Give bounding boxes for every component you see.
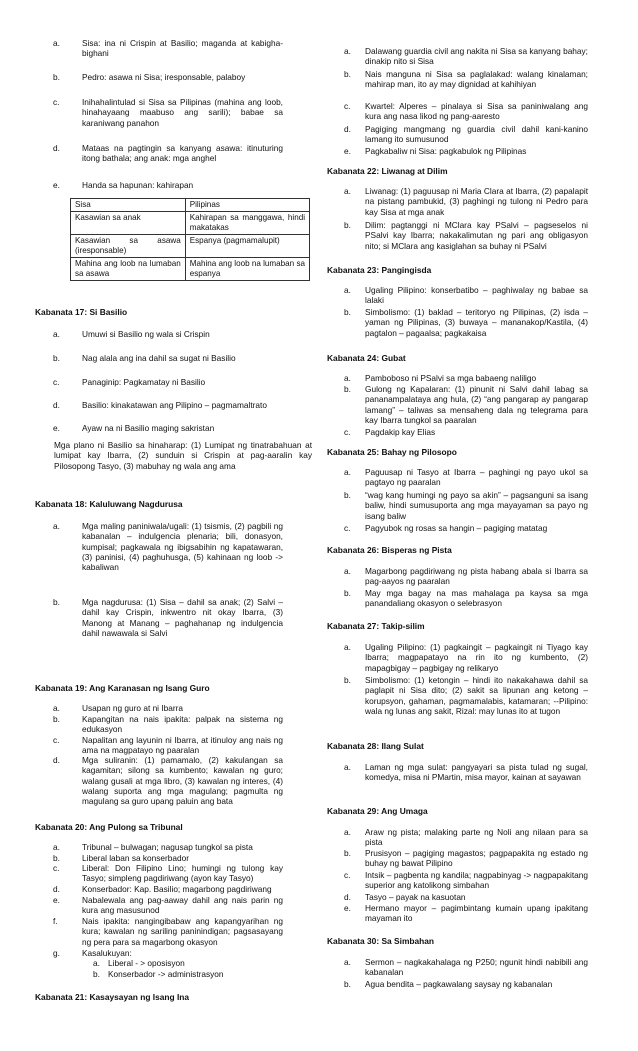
table-cell: Kasawian sa asawa (iresponsable): [71, 235, 186, 258]
item-label: c.: [53, 377, 60, 387]
item-text: Agua bendita – pagkawalang saysay ng kabanalan: [365, 979, 553, 989]
list-item: [344, 870, 588, 891]
table-cell: Espanya (pagmamalupit): [185, 235, 309, 258]
table-row: [71, 235, 310, 258]
list-item: [344, 588, 588, 609]
item-label: a.: [344, 285, 351, 295]
item-label: f.: [53, 916, 58, 926]
item-label: c.: [344, 101, 351, 111]
item-text: Ugaling Pilipino: (1) pagkaingit – pagkaingit ni Tiyago kay Ibarra; magpapatayo na rin ito ng kumbento, (2) mapagbigay – pagbigay ng relikaryo: [365, 642, 588, 673]
list-item: [53, 423, 283, 433]
kabanata-22-title: Kabanata 22: Liwanag at Dilim: [327, 166, 448, 176]
list-item: [344, 979, 588, 989]
item-text: Umuwi si Basilio ng wala si Crispin: [82, 329, 210, 339]
item-label: d.: [53, 884, 60, 894]
table-cell: Mahina ang loob na lumaban sa espanya: [185, 258, 309, 281]
item-text: Kwartel: Alperes – pinalaya si Sisa sa paniniwalang ang kura ang nasa likod ng pang-aaresto: [365, 101, 588, 122]
list-item: [344, 307, 588, 338]
item-label: b.: [344, 220, 351, 230]
item-text: Mga suliranin: (1) pamamalo, (2) kakulangan sa kagamitan; silong sa kumbento; kawalan ng guro; walang gusali at mga libro, (3) kawalan ng interes, (4) walang suporta ang mga magulang; pagmulta ng magulang sa guro upang paluin ang bata: [82, 755, 283, 807]
item-text: Liberal laban sa konserbador: [82, 853, 190, 863]
list-item: [53, 97, 283, 128]
item-text: Tribunal – bulwagan; nagusap tungkol sa pista: [82, 842, 253, 852]
item-text: Simbolismo: (1) baklad – teritoryo ng Pilipinas, (2) isda – yaman ng Pilipinas, (3) buwaya – mananakop/Kastila, (4) pagtalon – pagaalsa; pagkakaisa: [365, 307, 588, 338]
item-text: Pagdakip kay Elias: [365, 427, 436, 437]
list-item: [53, 895, 283, 916]
item-text: Napalitan ang layunin ni Ibarra, at itinuloy ang nais ng ama na magpatayo ng paaralan: [82, 735, 283, 756]
item-text: Dalawang guardia civil ang nakita ni Sisa sa kanyang bahay; dinakip nito si Sisa: [365, 46, 588, 67]
list-item: [344, 186, 588, 217]
comparison-table: [70, 198, 310, 281]
list-item: [344, 220, 588, 251]
kabanata-19-title: Kabanata 19: Ang Karanasan ng Isang Guro: [35, 683, 210, 693]
item-label: b.: [344, 848, 351, 858]
item-text: Sermon – nagkakahalaga ng P250; ngunit hindi nabibili ang kabanalan: [365, 957, 588, 978]
list-item: [53, 842, 283, 852]
item-label: c.: [344, 523, 351, 533]
item-label: b.: [53, 597, 60, 607]
item-text: May mga bagay na mas mahalaga pa kaysa sa mga panandaliang okasyon o selebrasyon: [365, 588, 588, 609]
list-item: [53, 521, 283, 572]
list-item: [53, 863, 283, 884]
item-text: Nag alala ang ina dahil sa sugat ni Basilio: [82, 353, 236, 363]
kabanata-21-title: Kabanata 21: Kasaysayan ng Isang Ina: [35, 992, 190, 1002]
item-label: b.: [53, 714, 60, 724]
list-item: [344, 848, 588, 869]
item-text: Kasalukuyan:: [82, 948, 132, 958]
kabanata-25-title: Kabanata 25: Bahay ng Pilosopo: [327, 447, 457, 457]
table-header-cell: Pilipinas: [185, 199, 309, 212]
item-text: Laman ng mga sulat: pangyayari sa pista tulad ng sugal, komedya, misa ni PMartin, misa mayor, kainan at sayawan: [365, 762, 588, 783]
item-text: Araw ng pista; malaking parte ng Noli ang nilaan para sa pista: [365, 827, 588, 848]
item-text: Panaginip: Pagkamatay ni Basilio: [82, 377, 206, 387]
list-item: [53, 72, 283, 82]
item-label: d.: [53, 143, 60, 153]
item-label: b.: [344, 588, 351, 598]
item-label: b.: [344, 979, 351, 989]
item-text: Kapangitan na nais ipakita: palpak na sistema ng edukasyon: [82, 714, 283, 735]
item-text: Handa sa hapunan: kahirapan: [82, 180, 194, 190]
list-item: [53, 143, 283, 164]
list-item: [53, 597, 283, 638]
kabanata-23-title: Kabanata 23: Pangingisda: [327, 265, 432, 275]
item-text: Nabalewala ang pag-aaway dahil ang nais parin ng kura ang masusunod: [82, 895, 283, 916]
list-item: [53, 329, 283, 339]
item-label: a.: [344, 642, 351, 652]
item-text: Mga nagdurusa: (1) Sisa – dahil sa anak; (2) Salvi – dahil kay Crispin, inkwentro nit okay Ibarra, (3) Manong at Manang – paghahanap ng indulgencia dahil nawawala si Salvi: [82, 597, 283, 638]
item-label: e.: [344, 146, 351, 156]
item-text: Pagyubok ng rosas sa hangin – pagiging matatag: [365, 523, 548, 533]
item-text: Inihahalintulad si Sisa sa Pilipinas (mahina ang loob, hinahayaang maabuso ang sarili); babae sa karaniwang panahon: [82, 97, 283, 128]
item-label: a.: [344, 467, 351, 477]
item-text: Liwanag: (1) paguusap ni Maria Clara at Ibarra, (2) papalapit na pistang pambukid, (3) paghingi ng tulong ni Pedro para kay Sisa at mga anak: [365, 186, 588, 217]
list-item: [53, 853, 283, 863]
item-text: Hermano mayor – pagimbintang kumain upang ipakitang mayaman ito: [365, 903, 588, 924]
list-item: [344, 566, 588, 587]
list-item: [53, 884, 283, 894]
item-text: Tasyo – payak na kasuotan: [365, 892, 466, 902]
list-item: [53, 948, 283, 958]
item-label: e.: [344, 903, 351, 913]
sub-list-item: [93, 958, 308, 968]
table-cell: Kahirapan sa manggawa, hindi makatakas: [185, 212, 309, 235]
item-text: Dilim: pagtanggi ni MClara kay PSalvi – pagseselos ni PSalvi kay Ibarra; nakakalimutan ng pari ang obligasyon nito; si MClara ang kasiglahan sa buhay ni PSalvi: [365, 220, 588, 251]
item-label: a.: [344, 762, 351, 772]
list-item: [344, 827, 588, 848]
item-label: d.: [53, 400, 60, 410]
item-label: a.: [93, 958, 100, 968]
kabanata-26-title: Kabanata 26: Bisperas ng Pista: [327, 545, 452, 555]
kabanata-29-title: Kabanata 29: Ang Umaga: [327, 806, 428, 816]
item-text: Konserbador: Kap. Basilio; magarbong pagdiriwang: [82, 884, 272, 894]
item-label: c.: [53, 863, 60, 873]
item-label: b.: [344, 69, 351, 79]
kabanata-17-paragraph: Mga plano ni Basilio sa hinaharap: (1) Lumipat ng tinatrabahuan at lumipat kay Ibarra, (2) sunduin si Crispin at pag-aaralin kay Pilosopong Tasyo, (3) mabuhay ng wala ang ama: [54, 440, 312, 471]
item-label: c.: [53, 735, 60, 745]
kabanata-18-title: Kabanata 18: Kaluluwang Nagdurusa: [35, 499, 183, 509]
list-item: [344, 373, 588, 383]
list-item: [344, 285, 588, 306]
list-item: [344, 146, 588, 156]
table-row: [71, 212, 310, 235]
list-item: [344, 124, 588, 145]
item-text: “wag kang humingi ng payo sa akin” – pagsanguni sa isang baliw, hindi sumusuporta ang mga mayayaman sa payo ng isang baliw: [365, 490, 588, 521]
item-text: Ugaling Pilipino: konserbatibo – paghiwalay ng babae sa lalaki: [365, 285, 588, 306]
list-item: [53, 180, 283, 190]
list-item: [344, 903, 588, 924]
sub-list-item: [93, 969, 308, 979]
item-label: a.: [53, 521, 60, 531]
item-label: a.: [344, 566, 351, 576]
list-item: [53, 400, 283, 410]
item-label: a.: [53, 329, 60, 339]
item-text: Mataas na pagtingin sa kanyang asawa: itinuturing itong bathala; ang anak: mga anghel: [82, 143, 283, 164]
list-item: [53, 38, 283, 59]
item-text: Mga maling paniniwala/ugali: (1) tsismis, (2) pagbili ng kabanalan – indulgencia plenaria; bili, donasyon, kumpisal; pagkawala ng ibigsabihin ng kapatawaran, (3) paninisi, (4) paghuhusga, (5) kahinaan ng loob -> kabaliwan: [82, 521, 283, 573]
kabanata-20-title: Kabanata 20: Ang Pulong sa Tribunal: [35, 822, 183, 832]
kabanata-28-title: Kabanata 28: Ilang Sulat: [327, 741, 424, 751]
item-label: a.: [344, 827, 351, 837]
list-item: [344, 642, 588, 673]
item-text: Liberal - > oposisyon: [108, 958, 185, 968]
list-item: [53, 353, 283, 363]
sisa-pilipinas-table: [70, 198, 310, 281]
item-text: Pagkabaliw ni Sisa: pagkabulok ng Pilipinas: [365, 146, 527, 156]
item-label: b.: [344, 675, 351, 685]
list-item: [344, 892, 588, 902]
list-item: [344, 427, 588, 437]
table-header-cell: Sisa: [71, 199, 186, 212]
item-label: b.: [53, 853, 60, 863]
item-text: Prusisyon – pagiging magastos; pagpapakita ng estado ng buhay ng bawat Pilipino: [365, 848, 588, 869]
list-item: [53, 735, 283, 756]
list-item: [344, 675, 588, 716]
table-cell: Mahina ang loob na lumaban sa asawa: [71, 258, 186, 281]
item-text: Pagiging mangmang ng guardia civil dahil kani-kanino lamang ito sumusunod: [365, 124, 588, 145]
list-item: [344, 957, 588, 978]
list-item: [344, 523, 588, 533]
list-item: [344, 101, 588, 122]
item-text: Intsik – pagbenta ng kandila; nagpabinyag -> nagpapakitang superior ang katolikong simbahan: [365, 870, 588, 891]
list-item: [344, 46, 588, 67]
item-label: b.: [53, 353, 60, 363]
item-label: a.: [344, 46, 351, 56]
item-label: b.: [93, 969, 100, 979]
item-label: a.: [344, 373, 351, 383]
item-text: Simbolismo: (1) ketongin – hindi ito nakakahawa dahil sa paglapit ni Sisa dito; (2) sakit sa lipunan ang ketong – korupsyon, gahaman, pagmamalabis, katamaran; --Pilipino: wala ng lunas ang sakit, Rizal: may lunas ito at tugon: [365, 675, 588, 716]
item-text: Nais manguna ni Sisa sa paglalakad: walang kinalaman; mahirap man, ito ay may dignidad at kahihiyan: [365, 69, 588, 90]
item-label: g.: [53, 948, 60, 958]
item-label: c.: [344, 427, 351, 437]
item-text: Magarbong pagdiriwang ng pista habang abala si Ibarra sa pag-aayos ng paaralan: [365, 566, 588, 587]
item-label: c.: [53, 97, 60, 107]
item-label: e.: [53, 423, 60, 433]
item-label: e.: [53, 180, 60, 190]
item-text: Usapan ng guro at ni Ibarra: [82, 703, 184, 713]
table-cell: Kasawian sa anak: [71, 212, 186, 235]
item-label: b.: [344, 307, 351, 317]
item-label: a.: [344, 957, 351, 967]
item-text: Sisa: ina ni Crispin at Basilio; maganda at kabigha-bighani: [82, 38, 283, 59]
item-label: a.: [53, 703, 60, 713]
kabanata-27-title: Kabanata 27: Takip-silim: [327, 621, 425, 631]
item-label: b.: [344, 490, 351, 500]
list-item: [344, 490, 588, 521]
item-label: d.: [344, 124, 351, 134]
item-text: Pamboboso ni PSalvi sa mga babaeng naliligo: [365, 373, 537, 383]
table-header-row: [71, 199, 310, 212]
list-item: [344, 467, 588, 488]
table-row: [71, 258, 310, 281]
kabanata-30-title: Kabanata 30: Sa Simbahan: [327, 936, 435, 946]
item-label: d.: [344, 892, 351, 902]
item-label: b.: [53, 72, 60, 82]
item-text: Gulong ng Kapalaran: (1) pinunit ni Salvi dahil labag sa pananampalataya ang hula, (2) “ang pangarap ay pangarap lamang” – taliwas sa mensaheng dala ng telegrama para kay Ibarra tungkol sa paaralan: [365, 384, 588, 425]
item-label: d.: [53, 755, 60, 765]
item-text: Pedro: asawa ni Sisa; iresponsable, palaboy: [82, 72, 246, 82]
list-item: [53, 755, 283, 806]
list-item: [53, 703, 283, 713]
item-text: Liberal: Don Filipino Lino; humingi ng tulong kay Tasyo; simpleng pagdiriwang (ayon kay Tasyo): [82, 863, 283, 884]
list-item: [344, 69, 588, 90]
list-item: [344, 762, 588, 783]
item-label: c.: [344, 870, 351, 880]
kabanata-24-title: Kabanata 24: Gubat: [327, 353, 406, 363]
item-label: a.: [53, 842, 60, 852]
item-label: b.: [344, 384, 351, 394]
item-text: Konserbador -> administrasyon: [108, 969, 224, 979]
item-text: Ayaw na ni Basilio maging sakristan: [82, 423, 215, 433]
kabanata-17-title: Kabanata 17: Si Basilio: [35, 307, 128, 317]
item-label: a.: [344, 186, 351, 196]
list-item: [53, 377, 283, 387]
item-text: Nais ipakita: nangingibabaw ang kapangyarihan ng kura; kawalan ng sariling paninindigan; pagsasayang ng pera para sa magarbong okasyon: [82, 916, 283, 947]
list-item: [53, 714, 283, 735]
list-item: [344, 384, 588, 425]
item-label: a.: [53, 38, 60, 48]
item-label: e.: [53, 895, 60, 905]
list-item: [53, 916, 283, 947]
item-text: Paguusap ni Tasyo at Ibarra – paghingi ng payo ukol sa pagtayo ng paaralan: [365, 467, 588, 488]
item-text: Basilio: kinakatawan ang Pilipino – pagmamaltrato: [82, 400, 267, 410]
